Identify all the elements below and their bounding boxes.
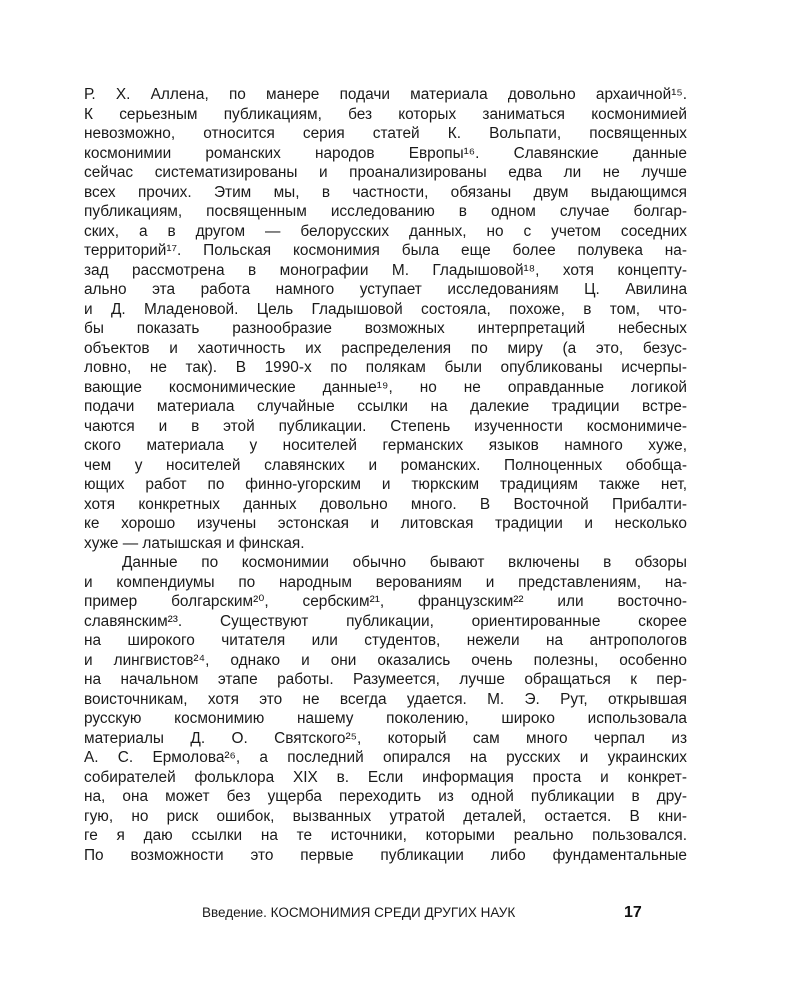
text-line: К серьезным публикациям, без которых заниматься космонимией: [84, 105, 687, 123]
text-line: хотя конкретных данных довольно много. В Восточной Прибалти-: [84, 495, 687, 513]
text-line: хуже — латышская и финская.: [84, 534, 305, 552]
text-line: ловно, не так). В 1990-х по полякам были опубликованы исчерпы-: [84, 359, 687, 376]
text-line: зад рассмотрена в монографии М. Гладышовой¹⁸, хотя концепту-: [84, 261, 687, 279]
text-line: собирателей фольклора XIX в. Если информация проста и конкрет-: [84, 768, 687, 786]
text-line: и компендиумы по народным верованиям и представлениям, на-: [84, 573, 687, 591]
text-line: славянским²³. Существуют публикации, ориентированные скорее: [84, 612, 687, 630]
running-head: Введение. КОСМОНИМИЯ СРЕДИ ДРУГИХ НАУК: [202, 905, 516, 920]
text-line: на, она может без ущерба переходить из одной публикации в дру-: [84, 788, 687, 805]
text-line: гую, но риск ошибок, вызванных утратой деталей, остается. В кни-: [84, 807, 687, 825]
text-line: ке хорошо изучены эстонская и литовская традиции и несколько: [84, 515, 687, 532]
text-line: на широкого читателя или студентов, нежели на антропологов: [84, 632, 687, 649]
text-line: русскую космонимию нашему поколению, широко использовала: [84, 710, 687, 727]
text-line: чаются и в этой публикации. Степень изученности космонимиче-: [84, 417, 687, 435]
text-line: вающие космонимические данные¹⁹, но не оправданные логикой: [84, 378, 687, 396]
text-line: объектов и хаотичность их распределения по миру (а это, безус-: [84, 339, 687, 357]
text-line: А. С. Ермолова²⁶, а последний опирался на русских и украинских: [84, 749, 687, 766]
text-line: ского материала у носителей германских языков намного хуже,: [84, 437, 687, 454]
text-line: ально эта работа намного уступает исследованиям Ц. Авилина: [84, 281, 687, 298]
text-line: Р. Х. Аллена, по манере подачи материала довольно архаичной¹⁵.: [84, 86, 687, 103]
text-line: на начальном этапе работы. Разумеется, лучше обращаться к пер-: [84, 671, 687, 688]
text-line: ге я даю ссылки на те источники, которыми реально пользовался.: [84, 827, 687, 844]
text-line: территорий¹⁷. Польская космонимия была еще более полувека на-: [84, 242, 687, 259]
text-line: сейчас систематизированы и проанализированы едва ли не лучше: [84, 164, 687, 181]
text-line: чем у носителей славянских и романских. Полноценных обобща-: [84, 456, 687, 474]
text-line: ющих работ по финно-угорским и тюркским традициям также нет,: [84, 476, 687, 493]
text-line: Данные по космонимии обычно бывают включены в обзоры: [122, 554, 687, 571]
text-line: космонимии романских народов Европы¹⁶. Славянские данные: [84, 144, 687, 162]
text-line: всех прочих. Этим мы, в частности, обязаны двум выдающимся: [84, 183, 687, 201]
body-text: [84, 85, 687, 865]
page-footer: [0, 903, 800, 923]
page-number: 17: [624, 904, 642, 921]
text-line: невозможно, относится серия статей К. Вольпати, посвященных: [84, 125, 687, 142]
text-line: ских, а в другом — белорусских данных, но с учетом соседних: [84, 222, 687, 240]
text-line: пример болгарским²⁰, сербским²¹, французским²² или восточно-: [84, 593, 687, 610]
text-line: воисточникам, хотя это не всегда удается. М. Э. Рут, открывшая: [84, 690, 687, 708]
text-line: публикациям, посвященным исследованию в одном случае болгар-: [84, 203, 687, 220]
text-line: подачи материала случайные ссылки на далекие традиции встре-: [84, 398, 687, 415]
text-line: и лингвистов²⁴, однако и они оказались очень полезны, особенно: [84, 651, 687, 669]
text-line: и Д. Младеновой. Цель Гладышовой состояла, похоже, в том, что-: [84, 300, 687, 318]
text-line: материалы Д. О. Святского²⁵, который сам много черпал из: [84, 729, 687, 747]
text-line: бы показать разнообразие возможных интерпретаций небесных: [84, 320, 687, 337]
text-line: По возможности это первые публикации либо фундаментальные: [84, 846, 687, 864]
